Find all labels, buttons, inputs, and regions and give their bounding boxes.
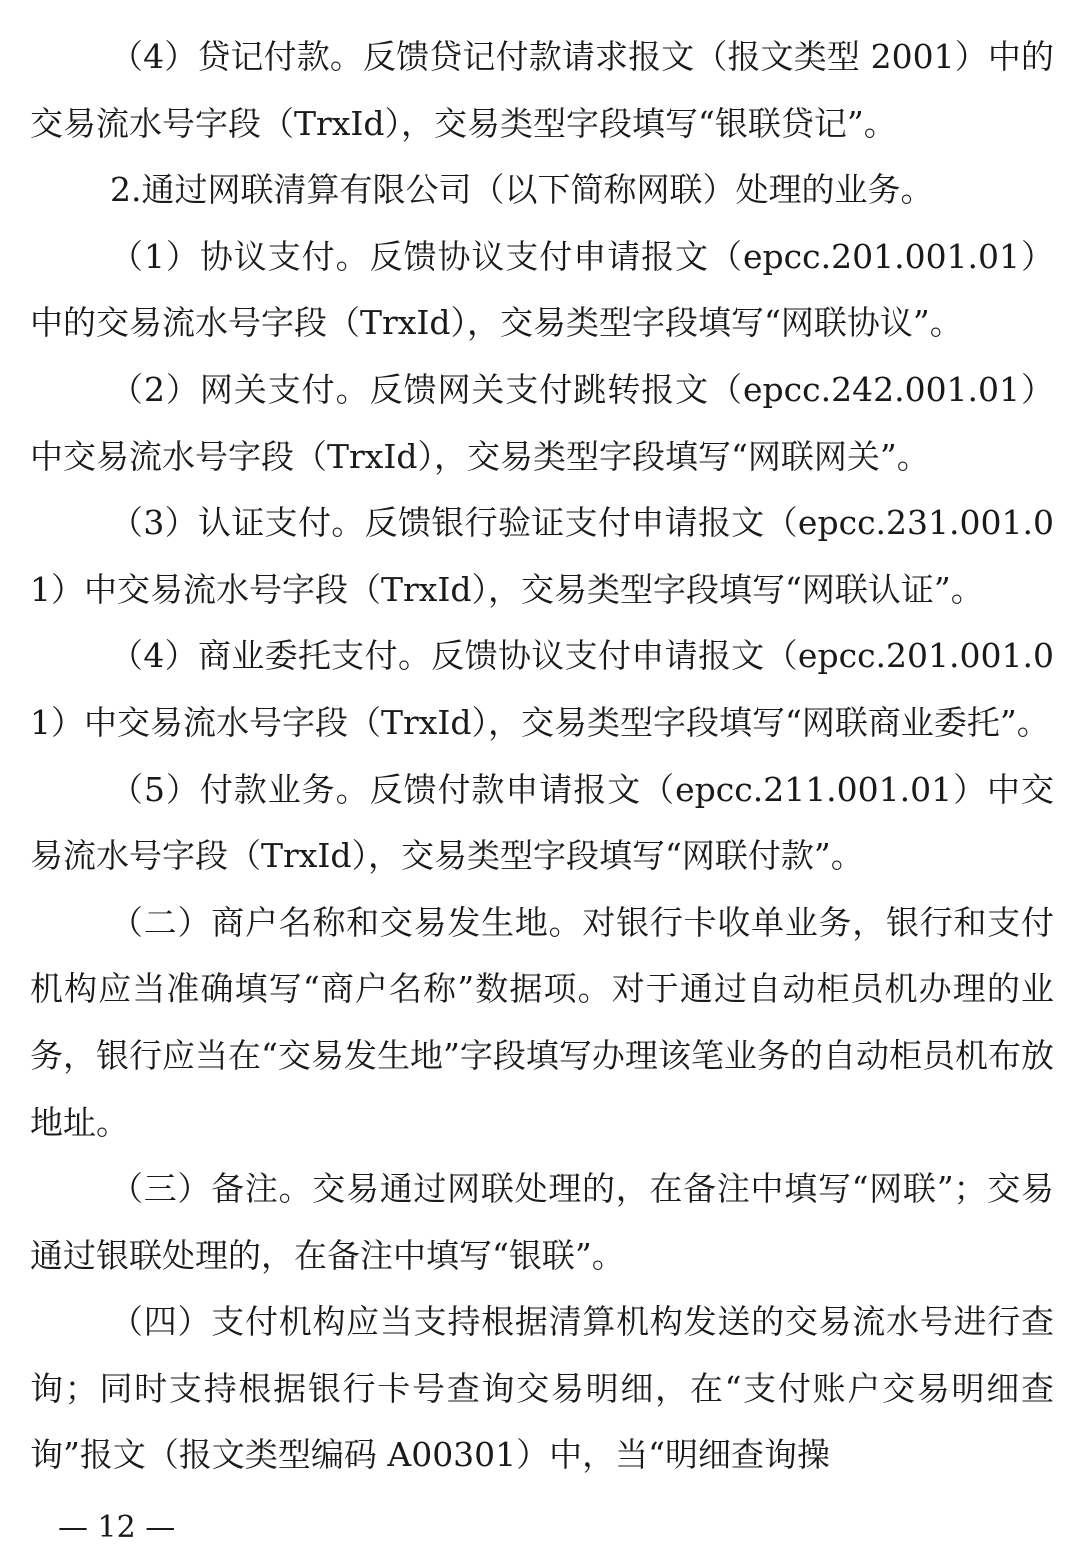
paragraph-credit-payment: （4）贷记付款。反馈贷记付款请求报文（报文类型 2001）中的交易流水号字段（TrxId），交易类型字段填写“银联贷记”。 <box>30 37 1054 143</box>
paragraph-remarks: （三）备注。交易通过网联处理的，在备注中填写“网联”；交易通过银联处理的，在备注中填写“银联”。 <box>30 1169 1054 1275</box>
paragraph-merchant-name-location: （二）商户名称和交易发生地。对银行卡收单业务，银行和支付机构应当准确填写“商户名称”数据项。对于通过自动柜员机办理的业务，银行应当在“交易发生地”字段填写办理该笔业务的自动柜员机布放地址。 <box>30 902 1054 1142</box>
paragraph-payout-business: （5）付款业务。反馈付款申请报文（epcc.211.001.01）中交易流水号字段（TrxId），交易类型字段填写“网联付款”。 <box>30 769 1054 876</box>
paragraph-netsunion-heading: 2.通过网联清算有限公司（以下简称网联）处理的业务。 <box>110 170 934 210</box>
paragraph-gateway-payment: （2）网关支付。反馈网关支付跳转报文（epcc.242.001.01）中交易流水号字段（TrxId），交易类型字段填写“网联网关”。 <box>30 369 1054 476</box>
paragraph-authentication-payment: （3）认证支付。反馈银行验证支付申请报文（epcc.231.001.01）中交易流水号字段（TrxId），交易类型字段填写“网联认证”。 <box>30 503 1054 609</box>
paragraph-agreement-payment: （1）协议支付。反馈协议支付申请报文（epcc.201.001.01）中的交易流水号字段（TrxId），交易类型字段填写“网联协议”。 <box>30 236 1054 343</box>
page-number: — 12 — <box>58 1510 176 1545</box>
document-body <box>30 24 1054 1489</box>
paragraph-payment-institution-query: （四）支付机构应当支持根据清算机构发送的交易流水号进行查询；同时支持根据银行卡号查询交易明细，在“支付账户交易明细查询”报文（报文类型编码 A00301）中，当“明细查询操 <box>30 1302 1054 1475</box>
paragraph-commercial-entrusted-payment: （4）商业委托支付。反馈协议支付申请报文（epcc.201.001.01）中交易流水号字段（TrxId），交易类型字段填写“网联商业委托”。 <box>30 636 1054 742</box>
